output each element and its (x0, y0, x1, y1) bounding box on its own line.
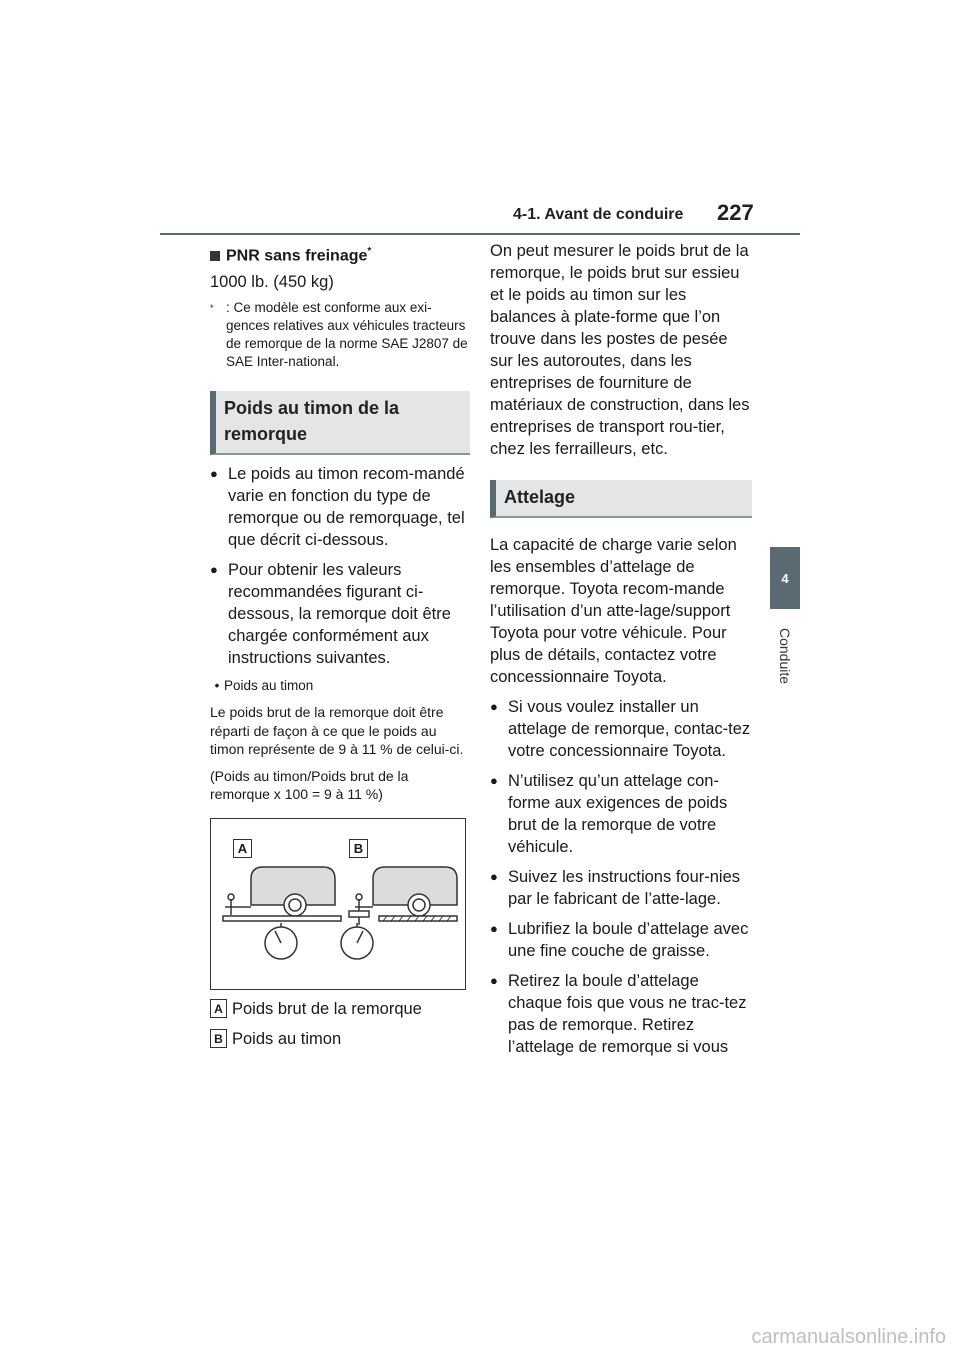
chapter-tab (770, 547, 800, 609)
subhead-pnr (210, 246, 470, 265)
footnote-text: : Ce modèle est conforme aux exi-gences relatives aux véhicules tracteurs de remorque de la norme SAE J2807 de SAE Inter-national. (226, 300, 468, 370)
trailer-illustration (211, 819, 465, 989)
list-item (490, 970, 752, 1058)
bullet-icon: ● (490, 773, 498, 788)
legend-item-a (210, 998, 470, 1020)
list-item (490, 918, 752, 962)
chapter-label-text: Conduite (777, 627, 793, 685)
legend-key: A (210, 999, 227, 1018)
figure-label-b: B (349, 839, 368, 858)
watermark (0, 1326, 960, 1349)
paragraph: Le poids brut de la remorque doit être réparti de façon à ce que le poids au timon représente de 9 à 11 % de celui-ci. (210, 704, 464, 758)
small-list-item-text: Poids au timon (224, 678, 314, 694)
chapter-label (770, 620, 800, 700)
small-list-item (210, 677, 470, 695)
legend-key: B (210, 1029, 227, 1048)
legend-text: Poids brut de la remorque (232, 999, 422, 1018)
list-item-text: Retirez la boule d’attelage chaque fois que vous ne trac-tez pas de remorque. Retirez l’attelage de remorque si vous (508, 972, 747, 1056)
subhead-title: PNR sans freinage (226, 247, 368, 265)
weight-value: 1000 lb. (450 kg) (210, 273, 334, 292)
section-title: 4-1. Avant de conduire (513, 206, 684, 223)
list-item (210, 463, 470, 551)
footnote-mark: * (210, 303, 214, 314)
footnote (210, 299, 470, 371)
bullet-icon: ● (210, 562, 218, 578)
list-item (490, 770, 752, 858)
paragraph: On peut mesurer le poids brut de la remorque, le poids brut sur essieu et le poids au timon sur les balances à plate-forme que l’on trouve dans les postes de pesée sur les autoroutes, dans les entreprises de fourniture de matériaux de construction, dans les entreprises de transport rou-tier, chez les ferrailleurs, etc. (490, 242, 750, 458)
page-number: 227 (717, 200, 754, 225)
section-heading-timon: Poids au timon de la remorque (210, 391, 470, 455)
paragraph: La capacité de charge varie selon les ensembles d’attelage de remorque. Toyota recom-mande l’utilisation d’un atte-lage/support Toyota pour votre véhicule. Pour plus de détails, contactez votre concessionnaire Toyota. (490, 536, 737, 686)
section-heading-attelage: Attelage (490, 480, 752, 518)
list-item-text: Suivez les instructions four-nies par le fabricant de l’atte-lage. (508, 868, 741, 908)
small-bullet-icon: • (214, 678, 220, 694)
bullet-icon: ● (490, 921, 498, 936)
bullet-icon: ● (490, 973, 498, 988)
legend-item-b (210, 1028, 470, 1050)
left-column (210, 240, 470, 1050)
watermark-text: carmanualsonline.info (751, 1326, 946, 1348)
chapter-number: 4 (781, 570, 789, 586)
list-item (490, 696, 752, 762)
list-item (210, 559, 470, 669)
bullet-icon: ● (490, 699, 498, 714)
bullet-icon: ● (490, 869, 498, 884)
list-item-text: N’utilisez qu’un attelage con-forme aux exigences de poids brut de la remorque de votre véhicule. (508, 772, 728, 856)
footnote-mark: * (367, 246, 372, 257)
trailer-weight-figure (210, 818, 466, 990)
list-item-text: Lubrifiez la boule d’attelage avec une fine couche de graisse. (508, 920, 749, 960)
figure-label-a: A (233, 839, 252, 858)
square-bullet-icon (210, 251, 220, 261)
list-item-text: Pour obtenir les valeurs recommandées figurant ci-dessous, la remorque doit être chargée conformément aux instructions suivantes. (228, 561, 451, 668)
right-column (490, 240, 752, 1058)
list-item (490, 866, 752, 910)
list-item-text: Le poids au timon recom-mandé varie en fonction du type de remorque ou de remorquage, tel que décrit ci-dessous. (228, 465, 465, 550)
header-rule (160, 233, 800, 235)
legend-text: Poids au timon (232, 1029, 342, 1048)
paragraph: (Poids au timon/Poids brut de la remorque x 100 = 9 à 11 %) (210, 767, 409, 803)
list-item-text: Si vous voulez installer un attelage de remorque, contac-tez votre concessionnaire Toyota. (508, 698, 751, 760)
bullet-icon: ● (210, 466, 218, 482)
